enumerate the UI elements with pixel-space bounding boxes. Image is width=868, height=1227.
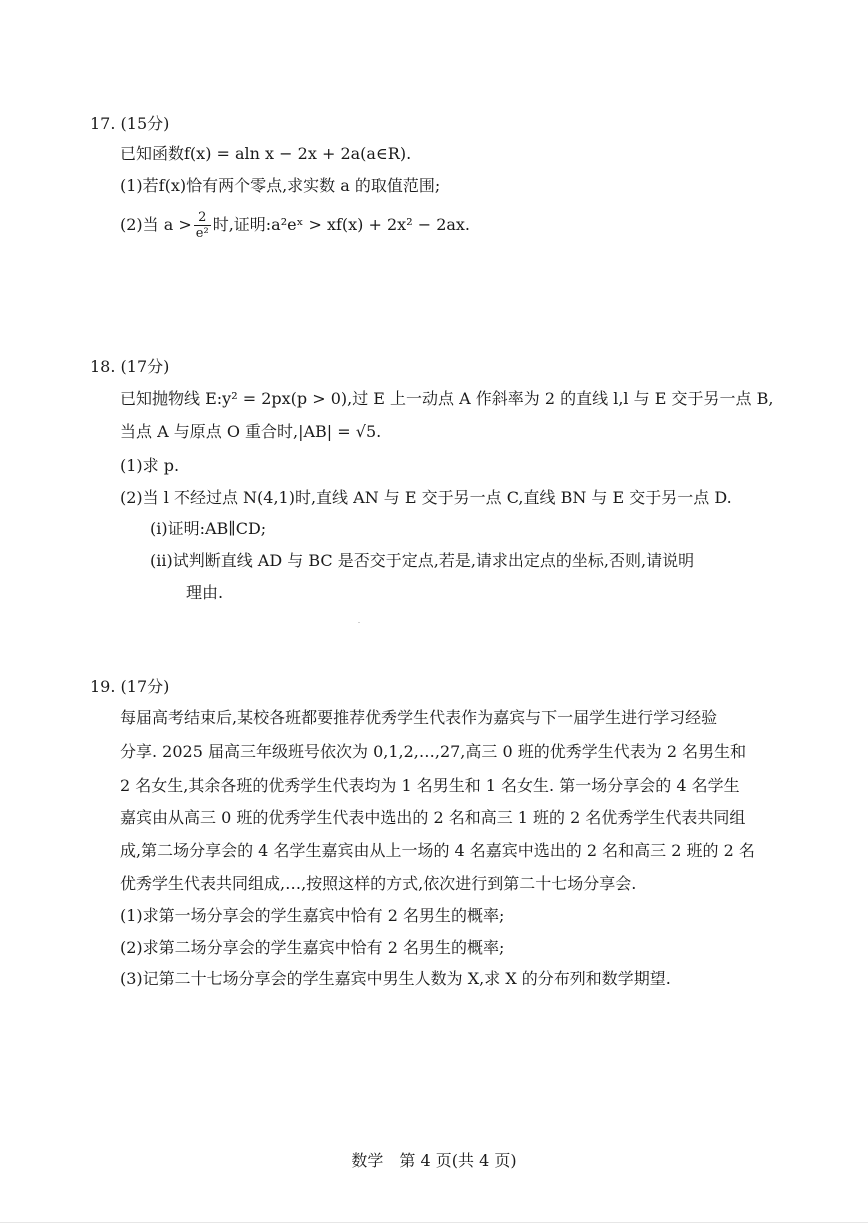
q19-header: 19. (17分) bbox=[90, 677, 170, 696]
page-footer: 数学 第 4 页(共 4 页) bbox=[351, 1151, 517, 1170]
q17-part1: (1)若f(x)恰有两个零点,求实数 a 的取值范围; bbox=[120, 176, 441, 195]
q18-stem-line1: 已知抛物线 E:y² = 2px(p > 0),过 E 上一动点 A 作斜率为 2 的直线 l,l 与 E 交于另一点 B, bbox=[120, 389, 774, 408]
q17-part2-prefix: (2)当 a > bbox=[120, 215, 192, 234]
q19-stem-line: 嘉宾由从高三 0 班的优秀学生代表中选出的 2 名和高三 1 班的 2 名优秀学生代表共同组 bbox=[120, 808, 746, 827]
q18-part2-ii-line2: 理由. bbox=[186, 583, 224, 602]
q19-part1: (1)求第一场分享会的学生嘉宾中恰有 2 名男生的概率; bbox=[120, 906, 505, 925]
q18-part2-ii-line1: (ⅱ)试判断直线 AD 与 BC 是否交于定点,若是,请求出定点的坐标,否则,请说明 bbox=[150, 551, 695, 570]
q19-stem-line: 成,第二场分享会的 4 名学生嘉宾由从上一场的 4 名嘉宾中选出的 2 名和高三 2 班的 2 名 bbox=[120, 841, 755, 860]
q19-stem-line: 分享. 2025 届高三年级班号依次为 0,1,2,…,27,高三 0 班的优秀学生代表为 2 名男生和 bbox=[120, 742, 747, 761]
q17-part2 bbox=[120, 208, 470, 242]
q19-stem-line: 每届高考结束后,某校各班都要推荐优秀学生代表作为嘉宾与下一届学生进行学习经验 bbox=[120, 708, 718, 727]
q19-part2: (2)求第二场分享会的学生嘉宾中恰有 2 名男生的概率; bbox=[120, 938, 505, 957]
scan-edge bbox=[0, 1222, 868, 1223]
q19-stem-line: 2 名女生,其余各班的优秀学生代表均为 1 名男生和 1 名女生. 第一场分享会的 4 名学生 bbox=[120, 776, 740, 795]
fraction-denominator: e² bbox=[195, 226, 209, 241]
q17-stem: 已知函数f(x) = aln x − 2x + 2a(a∈R). bbox=[120, 144, 412, 163]
q19-part3: (3)记第二十七场分享会的学生嘉宾中男生人数为 X,求 X 的分布列和数学期望. bbox=[120, 969, 671, 988]
fraction-numerator: 2 bbox=[194, 210, 211, 226]
q17-part2-fraction bbox=[194, 210, 211, 241]
q17-part2-suffix: 时,证明:a²eˣ > xf(x) + 2x² − 2ax. bbox=[212, 215, 471, 234]
q18-part2-i: (ⅰ)证明:AB∥CD; bbox=[150, 519, 267, 538]
q19-stem-line: 优秀学生代表共同组成,…,按照这样的方式,依次进行到第二十七场分享会. bbox=[120, 874, 637, 893]
q18-header: 18. (17分) bbox=[90, 357, 170, 376]
q18-part1: (1)求 p. bbox=[120, 456, 180, 475]
scan-speck bbox=[358, 622, 360, 623]
q17-header: 17. (15分) bbox=[90, 114, 170, 133]
q18-part2: (2)当 l 不经过点 N(4,1)时,直线 AN 与 E 交于另一点 C,直线 BN 与 E 交于另一点 D. bbox=[120, 488, 732, 507]
q18-stem-line2: 当点 A 与原点 O 重合时,|AB| = √5. bbox=[120, 422, 382, 441]
